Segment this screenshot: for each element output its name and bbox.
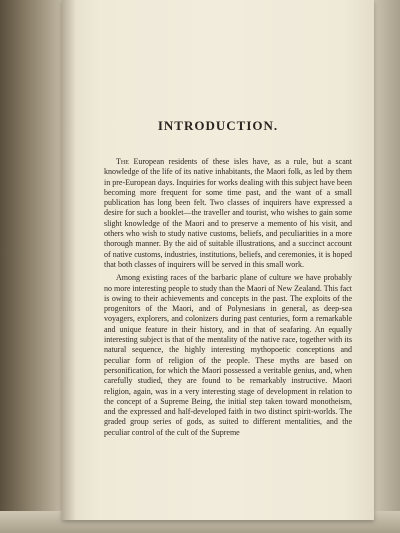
page-body [104,157,352,438]
paragraph-2-text: Among existing races of the barbaric plane of culture we have probably no more interesting people to study than the Maori of New Zealand. This fact is owing to their achievements and concepts in the past. The exploits of the progenitors of the Maori, and of Polynesians in general, as deep-sea voyagers, explorers, and colonizers during past centuries, form a remarkable and unique feature in their history, and in that of seafaring. An equally interesting subject is that of the mentality of the native race, together with its natural sequence, the highly interesting mythopoetic conceptions and peculiar form of religion of the people. These myths are based on personification, for which the Maori possessed a veritable genius, and, when carefully studied, they are found to be remarkably instructive. Maori religion, again, was in a very interesting stage of development in relation to the concept of a Supreme Being, the initial step taken toward monotheism, and the expressed and half-developed faith in two distinct spirit-worlds. The graded group series of gods, as suited to different mentalities, and the peculiar control of the cult of the Supreme [104,273,352,437]
paragraph-1-lead: The [116,157,129,166]
paragraph-1-text: European residents of these isles have, as a rule, but a scant knowledge of the life of its native inhabitants, the Maori folk, as led by them in pre-European days. Inquiries for works dealing with this subject have been becoming more frequent for some time past, and the want of a small publication has long been felt. Two classes of inquirers have expressed a desire for such a booklet—the traveller and tourist, who wishes to gain some slight knowledge of the Maori and to preserve a memento of his visit, and others who wish to study native customs, beliefs, and peculiarities in a more thorough manner. By the aid of suitable illustrations, and a succinct account of native customs, industries, institutions, beliefs, and ceremonies, it is hoped that both classes of inquirers will be served in this small work. [104,157,352,269]
book-binding-left [0,0,70,533]
paragraph-2 [104,273,352,438]
paragraph-1 [104,157,352,270]
book-page [62,0,374,520]
page-title: INTRODUCTION. [157,118,279,133]
